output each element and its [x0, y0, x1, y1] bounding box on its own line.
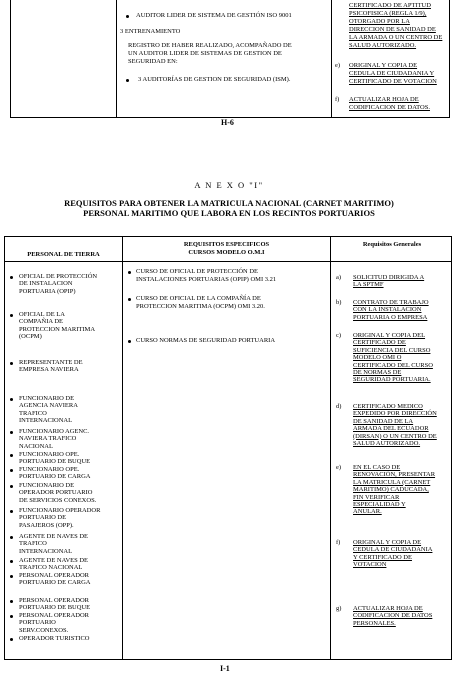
bullet-icon [10, 485, 13, 488]
bullet-icon [126, 15, 129, 18]
bullet-icon [10, 560, 13, 563]
bullet-icon [10, 362, 13, 365]
bullet-icon [10, 314, 13, 317]
right-line: CERTIFICADO DE APTITUD [349, 2, 431, 9]
personal-line: FUNCIONARIO DE [19, 395, 75, 402]
personal-line: PERSONAL OPERADOR [19, 572, 90, 579]
top-middle-cell [116, 0, 330, 117]
item-letter: a) [336, 274, 342, 281]
header-personal: PERSONAL DE TIERRA [27, 251, 100, 258]
personal-line: INTERNACIONAL [19, 547, 73, 555]
item-letter: d) [336, 403, 342, 410]
personal-line: AGENCIA NAVIERA [19, 402, 78, 410]
general-line: FIN VERIFICAR [353, 493, 400, 501]
general-line: (DIRSAN) O UN CENTRO DE [353, 432, 437, 440]
right-line: PSICOFISICA (REGLA 1/9), [349, 10, 427, 17]
personal-line: EMPRESA NAVIERA [19, 366, 79, 374]
personal-line: PORTUARIO DE [19, 514, 67, 522]
personal-line: OPERADOR PORTUARIO [19, 489, 93, 497]
bullet-icon [10, 431, 13, 434]
personal-line: OFICIAL DE PROTECCIÓN [19, 273, 98, 280]
personal-line: AGENTE DE NAVES DE [19, 557, 89, 564]
top-item: REGISTRO DE HABER REALIZADO, ACOMPAÑADO DE [128, 42, 292, 49]
personal-line: PORTUARIO DE CARGA [19, 579, 91, 587]
personal-line: PORTUARIA (OPIP) [19, 287, 76, 295]
right-line: ACTUALIZAR HOJA DE [349, 96, 419, 103]
bullet-icon [10, 600, 13, 603]
item-letter: e) [335, 62, 341, 69]
cursos-column [123, 237, 330, 661]
generales-column [331, 237, 453, 661]
bullet-icon [10, 510, 13, 513]
requirements-table [4, 236, 452, 660]
general-line: ORIGINAL Y COPIA DEL [353, 332, 426, 339]
right-line: OTORGADO POR LA [349, 18, 410, 25]
personal-line: FUNCIONARIO OPERADOR [19, 507, 101, 514]
bullet-icon [10, 398, 13, 401]
top-item: 3 AUDITORÍAS DE GESTION DE SEGURIDAD (ISM). [138, 76, 291, 83]
item-letter: b) [336, 299, 342, 306]
right-line: ORIGINAL Y COPIA DE [349, 62, 418, 69]
general-line: CERTIFICADO DE [353, 339, 406, 347]
general-line: CEDULA DE CIUDADANIA [353, 546, 433, 554]
item-letter: g) [336, 605, 342, 612]
personal-line: SERV.CONEXOS. [19, 626, 69, 634]
general-line: MARITIMO) CADUCADA, [353, 486, 429, 494]
annex-title: A N E X O "I" [194, 180, 264, 190]
curso-line: CURSO DE OFICIAL DE LA COMPAÑÍA DE [136, 295, 261, 302]
general-line: LA MATRICULA (CARNET [353, 478, 431, 486]
right-line: LA ARMADA O UN CENTRO DE [349, 34, 443, 41]
general-line: EN EL CASO DE [353, 464, 401, 471]
general-line: ORIGINAL Y COPIA DE [353, 539, 422, 546]
personal-line: PERSONAL OPERADOR [19, 597, 90, 604]
personal-line: FUNCIONARIO OPE. [19, 466, 80, 473]
item-letter: f) [335, 96, 340, 103]
curso-line: INSTALACIONES PORTUARIAS (OPIP) OMI 3.21 [136, 276, 277, 283]
right-line: DIRECCION DE SANIDAD DE [349, 26, 436, 33]
bullet-icon [10, 575, 13, 578]
general-line: SEGURIDAD PORTUARIA. [353, 376, 431, 384]
general-line: DE NORMAS DE [353, 369, 402, 376]
personal-line: OPERADOR TURISTICO [19, 635, 90, 642]
curso-line: CURSO NORMAS DE SEGURIDAD PORTUARIA [136, 337, 276, 344]
top-right-cell [331, 0, 449, 117]
general-line: SOLICITUD DIRIGIDA A [353, 274, 425, 281]
annex-heading-1: REQUISITOS PARA OBTENER LA MATRICULA NACIONAL (CARNET MARITIMO) [64, 198, 394, 208]
general-line: PERSONALES. [353, 619, 396, 627]
general-line: SALUD AUTORIZADO. [353, 440, 421, 447]
bullet-icon [126, 79, 129, 82]
item-letter: e) [336, 464, 342, 471]
personal-line: DE INSTALACION [19, 280, 73, 288]
general-line: CODIFICACION DE DATOS [353, 612, 433, 620]
general-line: ARMADA DEL ECUADOR [353, 425, 429, 433]
top-item: AUDITOR LIDER DE SISTEMA DE GESTIÓN ISO 9001 [136, 12, 292, 19]
general-line: PORTUARIA O EMPRESA [353, 313, 428, 321]
top-table [10, 0, 450, 118]
general-line: ESPECIALIDAD Y [353, 501, 406, 508]
personal-line: (OCPM) [19, 333, 42, 341]
personal-line: NACIONAL [19, 442, 53, 450]
general-line: CONTRATO DE TRABAJO [353, 299, 429, 306]
general-line: MODELO OMI O [353, 354, 402, 362]
general-line: CERTIFICADO DEL CURSO [353, 361, 433, 369]
general-line: VOTACION [353, 561, 387, 569]
personal-line: PASAJEROS (OPP). [19, 521, 74, 529]
bullet-icon [128, 298, 131, 301]
general-line: CON LA INSTALACION [353, 306, 422, 314]
personal-line: TRAFICO NACIONAL [19, 564, 83, 572]
personal-line: DE SERVICIOS CONEXOS. [19, 496, 97, 504]
personal-line: NAVIERA TRAFICO [19, 435, 77, 443]
personal-line: COMPAÑIA DE [19, 318, 64, 326]
personal-line: TRAFICO [19, 540, 47, 548]
personal-line: FUNCIONARIO OPE. [19, 451, 80, 458]
item-letter: c) [336, 332, 342, 339]
right-line: CERTIFICADO DE VOTACION [349, 78, 437, 85]
personal-line: PORTUARIO DE BUQUE [19, 458, 91, 466]
personal-line: FUNCIONARIO DE [19, 482, 75, 489]
right-line: CEDULA DE CIUDADANIA Y [349, 70, 435, 77]
personal-line: PORTUARIO [19, 619, 56, 627]
personal-line: OFICIAL DE LA [19, 311, 65, 318]
curso-line: CURSO DE OFICIAL DE PROTECCIÓN DE [136, 268, 258, 275]
header-cursos: CURSOS MODELO O.M.I [188, 249, 265, 256]
item-letter: f) [336, 539, 341, 546]
general-line: EXPEDIDO POR DIRECCIÓN [353, 410, 437, 418]
personal-line: PROTECCION MARITIMA [19, 325, 96, 333]
general-line: RENOVACIÓN, PRESENTAR [353, 471, 436, 479]
bullet-icon [10, 638, 13, 641]
right-line: CODIFICACION DE DATOS. [349, 104, 430, 111]
general-line: ACTUALIZAR HOJA DE [353, 605, 423, 612]
general-line: LA SPTMF [353, 281, 384, 289]
personal-line: FUNCIONARIO AGENC. [19, 428, 90, 435]
personal-line: PORTUARIO DE BUQUE [19, 604, 91, 612]
bullet-icon [10, 536, 13, 539]
header-generales: Requisitos Generales [362, 241, 422, 248]
annex-heading-2: PERSONAL MARITIMO QUE LABORA EN LOS RECINTOS PORTUARIOS [83, 208, 375, 218]
general-line: Y CERTIFICADO DE [353, 553, 412, 561]
personal-line: PORTUARIO DE CARGA [19, 473, 91, 481]
bullet-icon [10, 276, 13, 279]
bullet-icon [10, 469, 13, 472]
bullet-icon [128, 271, 131, 274]
top-item: 3 ENTRENAMIENTO [120, 28, 181, 35]
bullet-icon [10, 454, 13, 457]
curso-line: PROTECCION MARITIMA (OCPM) OMI 3.20. [136, 303, 265, 310]
personal-line: REPRESENTANTE DE [19, 359, 83, 366]
general-line: CERTIFICADO MEDICO [353, 403, 423, 410]
right-line: SALUD AUTORIZADO. [349, 42, 417, 49]
bullet-icon [128, 340, 131, 343]
personal-line: PERSONAL OPERADOR [19, 612, 90, 619]
general-line: ANULAR. [353, 508, 382, 516]
bullet-icon [10, 615, 13, 618]
personal-line: INTERNACIONAL [19, 417, 73, 425]
personal-column [5, 237, 122, 661]
general-line: DE SANIDAD DE LA [353, 417, 414, 425]
personal-line: TRAFICO [19, 409, 47, 417]
general-line: SUFICIENCIA DEL CURSO [353, 346, 431, 354]
header-especificos: REQUISITOS ESPECIFICOS [183, 241, 270, 248]
top-item: UN AUDITOR LIDER DE SISTEMAS DE GESTION DE [128, 50, 282, 57]
page-code: I-1 [220, 664, 230, 673]
top-item: SEGURIDAD EN: [128, 58, 178, 65]
page-code: H-6 [221, 118, 234, 127]
personal-line: AGENTE DE NAVES DE [19, 533, 89, 540]
